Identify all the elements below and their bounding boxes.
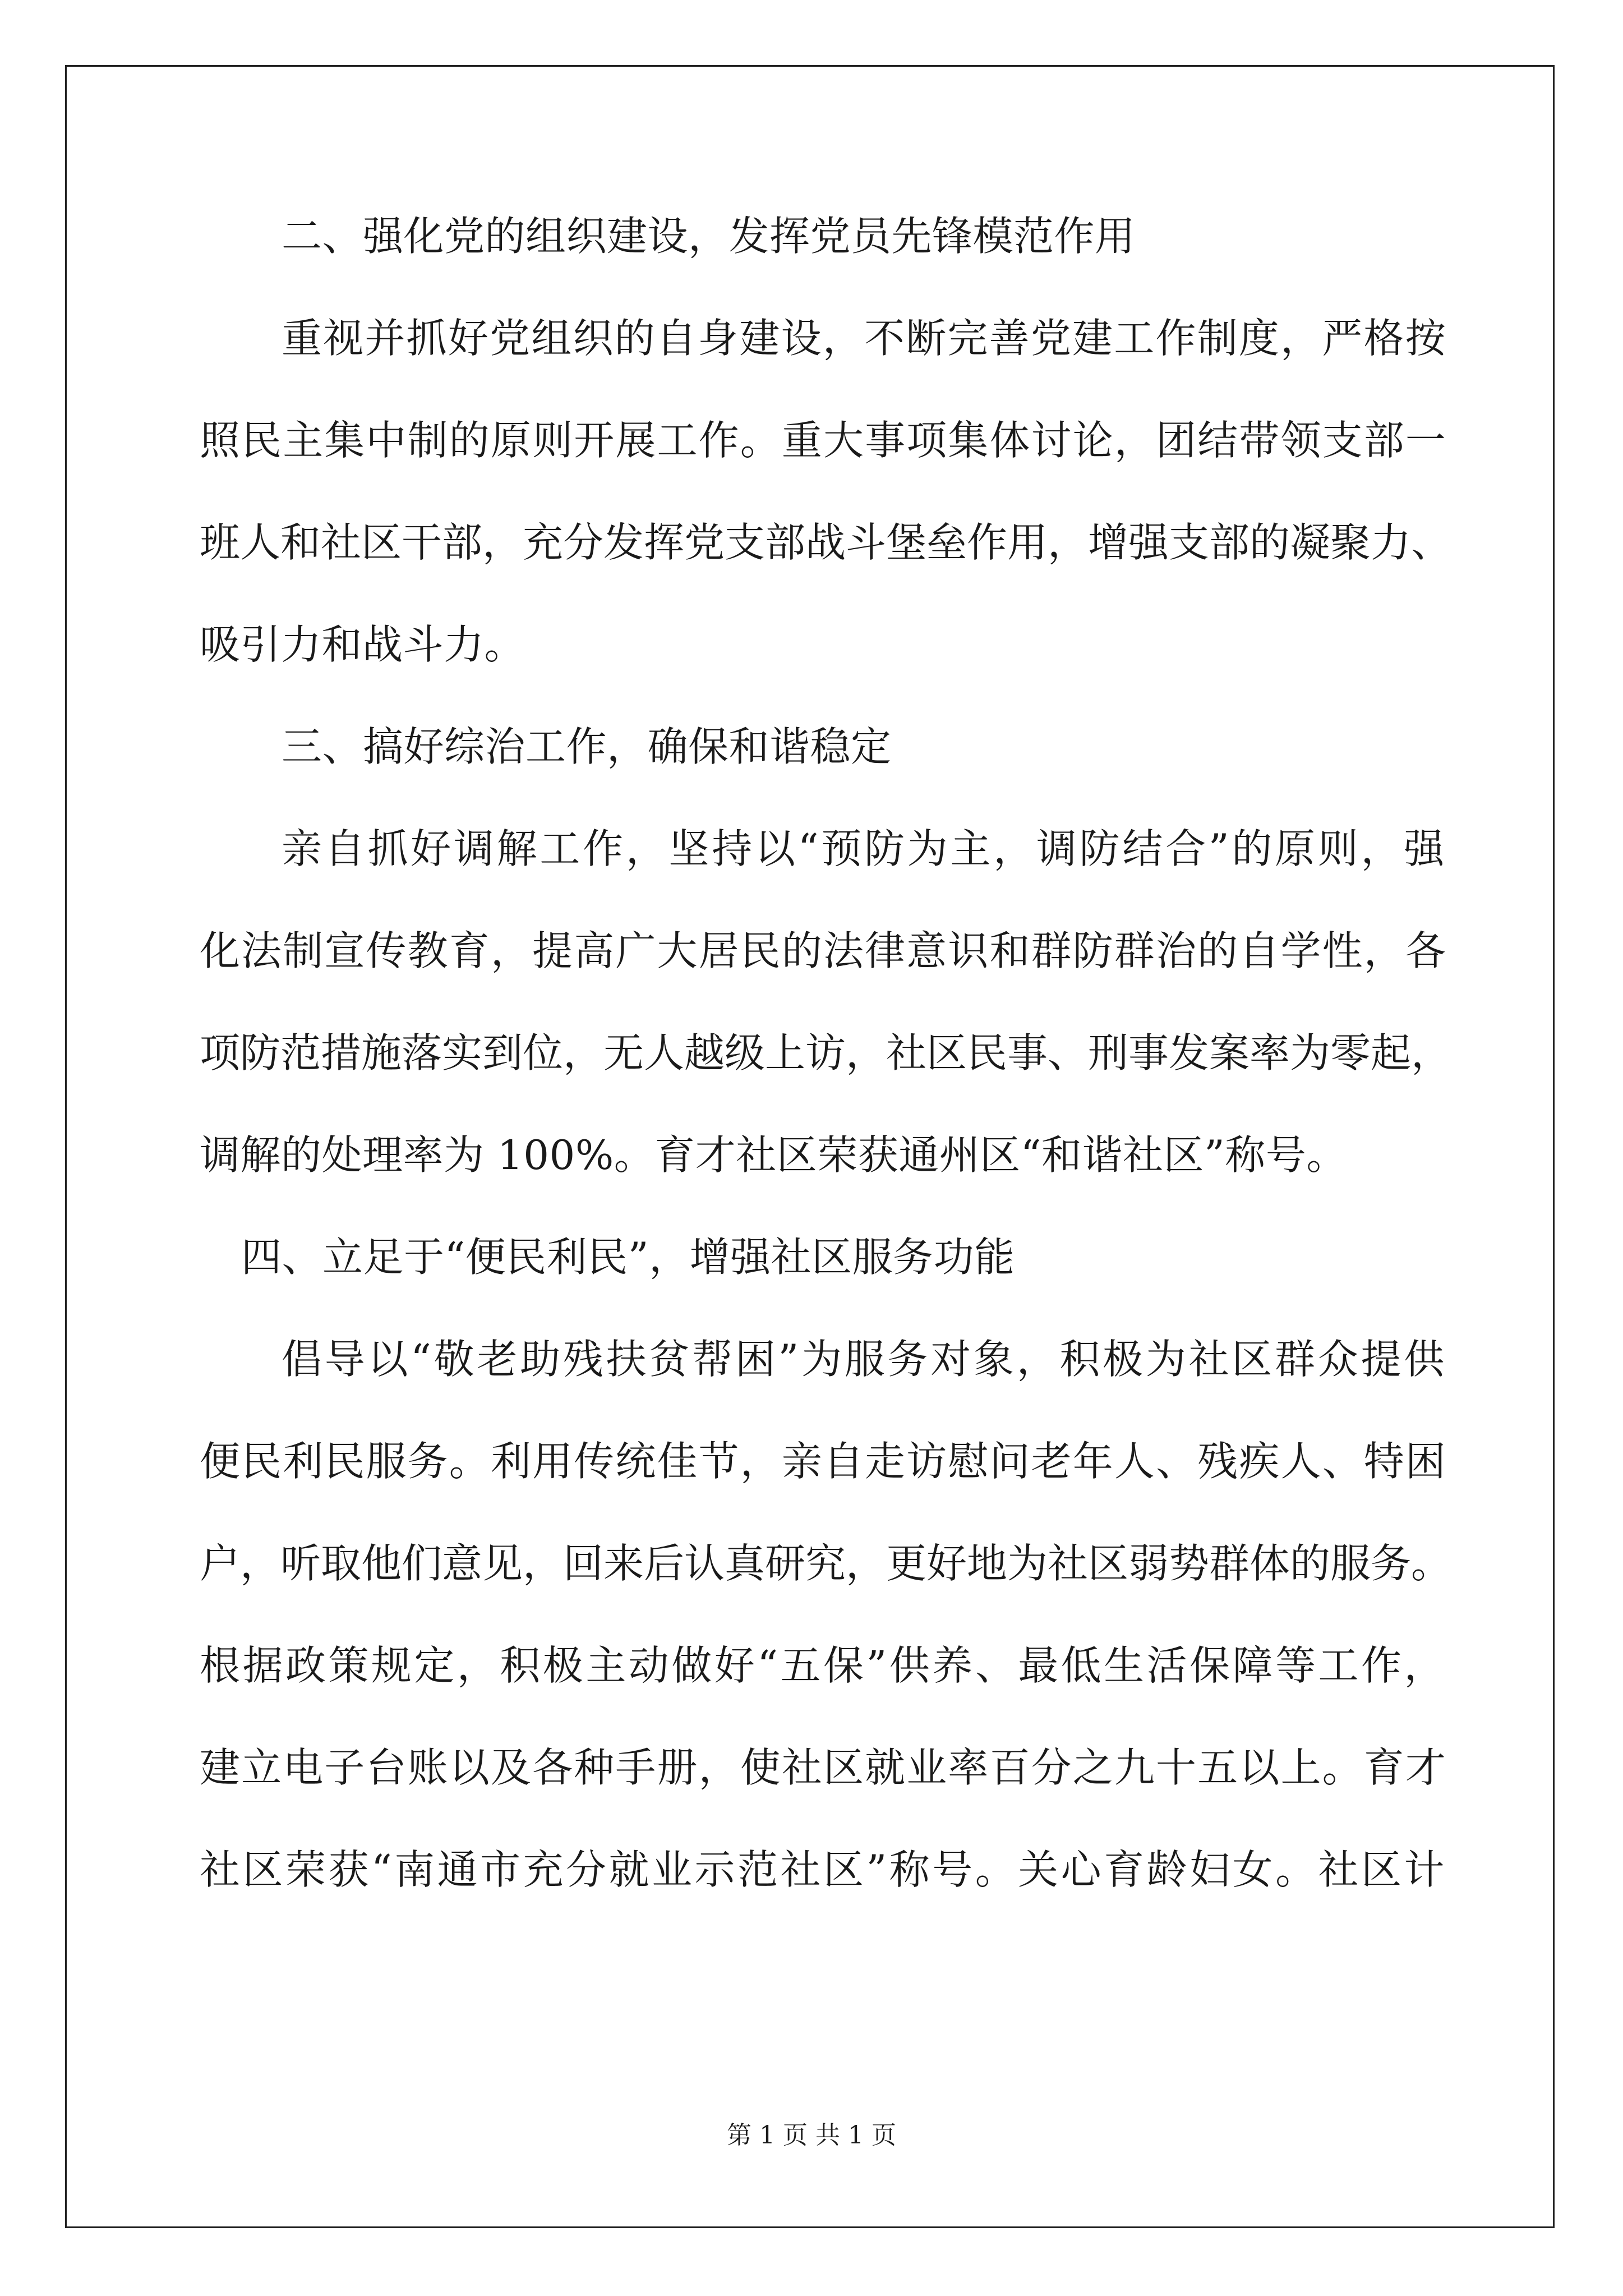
paragraph-line: 调解的处理率为 100%。育才社区荣获通州区“和谐社区”称号。 (200, 1131, 1347, 1179)
paragraph-line: 建立电子台账以及各种手册，使社区就业率百分之九十五以上。育才 (200, 1744, 1447, 1791)
document-body (200, 185, 1452, 1921)
paragraph-line: 根据政策规定，积极主动做好“五保”供养、最低生活保障等工作， (200, 1642, 1447, 1689)
paragraph-line: 亲自抓好调解工作，坚持以“预防为主，调防结合”的原则，强 (282, 825, 1447, 872)
paragraph-line: 照民主集中制的原则开展工作。重大事项集体讨论，团结带领支部一 (200, 417, 1447, 464)
paragraph-line: 便民利民服务。利用传统佳节，亲自走访慰问老年人、残疾人、特困 (200, 1438, 1447, 1485)
paragraph-line: 社区荣获“南通市充分就业示范社区”称号。关心育龄妇女。社区计 (200, 1846, 1447, 1893)
section-heading: 二、强化党的组织建设，发挥党员先锋模范作用 (282, 213, 1136, 260)
paragraph-line: 吸引力和战斗力。 (200, 621, 525, 668)
page-number: 第 1 页 共 1 页 (727, 2121, 896, 2150)
paragraph-line: 班人和社区干部，充分发挥党支部战斗堡垒作用，增强支部的凝聚力、 (200, 519, 1452, 566)
section-heading: 四、立足于“便民利民”，增强社区服务功能 (241, 1234, 1015, 1281)
page-footer (0, 2115, 1623, 2151)
paragraph-line: 倡导以“敬老助残扶贫帮困”为服务对象，积极为社区群众提供 (282, 1336, 1447, 1383)
section-heading: 三、搞好综治工作，确保和谐稳定 (282, 723, 892, 770)
paragraph-line: 重视并抓好党组织的自身建设，不断完善党建工作制度，严格按 (282, 315, 1447, 362)
paragraph-line: 项防范措施落实到位，无人越级上访，社区民事、刑事发案率为零起， (200, 1029, 1452, 1076)
paragraph-line: 化法制宣传教育，提高广大居民的法律意识和群防群治的自学性，各 (200, 927, 1447, 974)
paragraph-line: 户，听取他们意见，回来后认真研究，更好地为社区弱势群体的服务。 (200, 1540, 1452, 1587)
